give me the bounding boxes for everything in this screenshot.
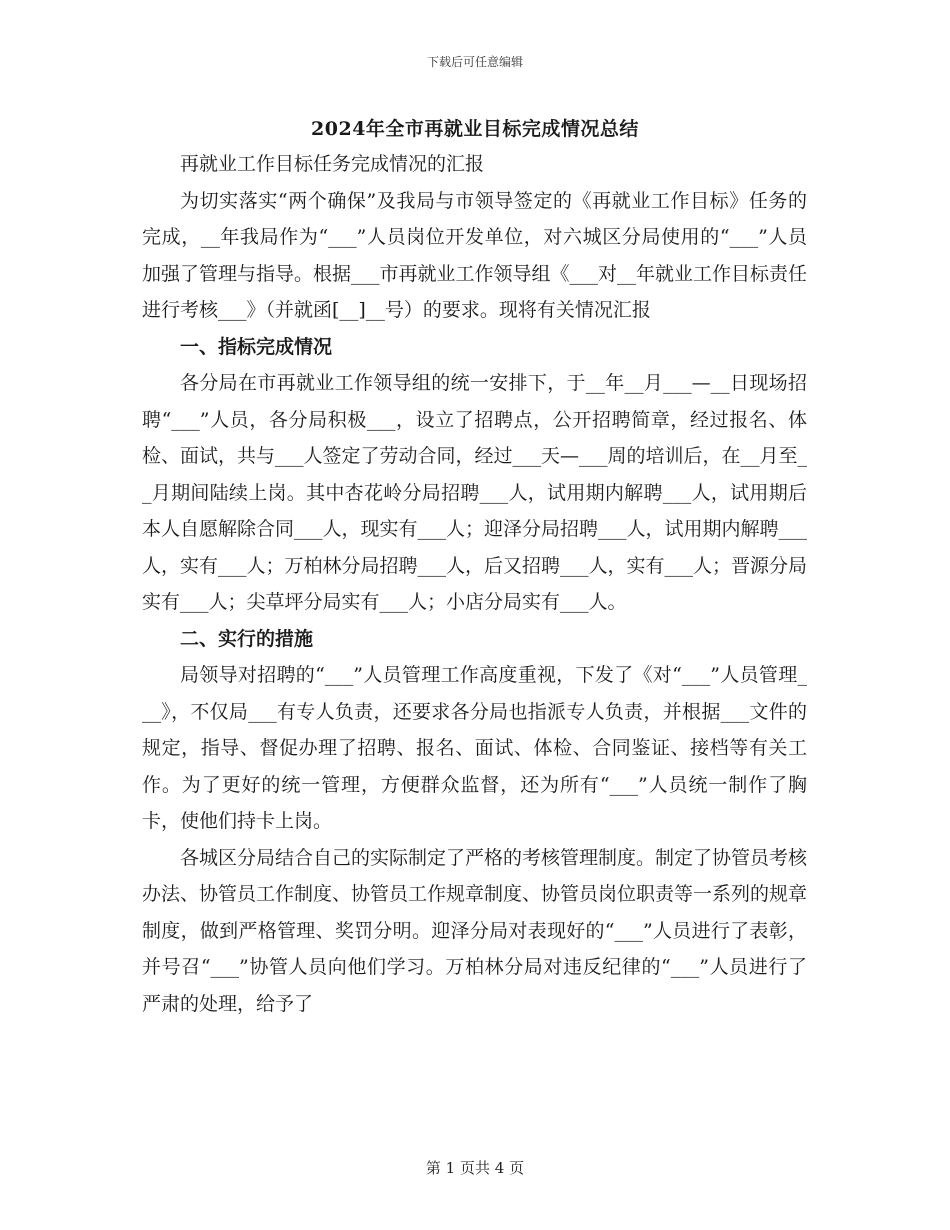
subtitle-paragraph: 再就业工作目标任务完成情况的汇报 — [180, 153, 485, 175]
section-heading-indicators: 一、指标完成情况 — [180, 335, 333, 358]
measures-paragraph-1: 局领导对招聘的“___”人员管理工作高度重视，下发了《对“___”人员管理___》，不仅局___有专人负责，还要求各分局也指派专人负责，并根据___文件的规定，指导、督促办理了招聘、报名、面试、体检、合同鉴证、接档等有关工作。为了更好的统一管理，方便群众监督，还为所有“___”人员统一制作了胸卡，使他们持卡上岗。 — [142, 664, 807, 832]
measures-paragraph-2: 各城区分局结合自己的实际制定了严格的考核管理制度。制定了协管员考核办法、协管员工作制度、协管员工作规章制度、协管员岗位职责等一系列的规章制度，做到严格管理、奖罚分明。迎泽分局对表现好的“___”人员进行了表彰，并号召“___”协管人员向他们学习。万柏林分局对违反纪律的“___”人员进行了严肃的处理，给予了 — [142, 846, 808, 1015]
section-heading-measures: 二、实行的措施 — [180, 627, 314, 650]
page-number: 第 1 页共 4 页 — [425, 1159, 525, 1177]
document-body — [142, 146, 807, 1022]
intro-paragraph: 为切实落实“两个确保”及我局与市领导签定的《再就业工作目标》任务的完成，__年我局作为“___”人员岗位开发单位，对六城区分局使用的“___”人员加强了管理与指导。根据___市再就业工作领导组《___对__年就业工作目标责任进行考核___》（并就函[__]__号）的要求。现将有关情况汇报 — [142, 189, 808, 321]
header-note: 下载后可任意编辑 — [426, 55, 523, 69]
document-title: 2024年全市再就业目标完成情况总结 — [311, 118, 639, 140]
indicators-paragraph: 各分局在市再就业工作领导组的统一安排下，于__年__月___—__日现场招聘“___”人员，各分局积极___，设立了招聘点，公开招聘简章，经过报名、体检、面试，共与___人签定了劳动合同，经过___天—___周的培训后，在__月至__月期间陆续上岗。其中杏花岭分局招聘___人，试用期内解聘___人，试用期后本人自愿解除合同___人，现实有___人；迎泽分局招聘___人，试用期内解聘___人，实有___人；万柏林分局招聘___人，后又招聘___人，实有___人；晋源分局实有___人；尖草坪分局实有___人；小店分局实有___人。 — [142, 372, 808, 613]
